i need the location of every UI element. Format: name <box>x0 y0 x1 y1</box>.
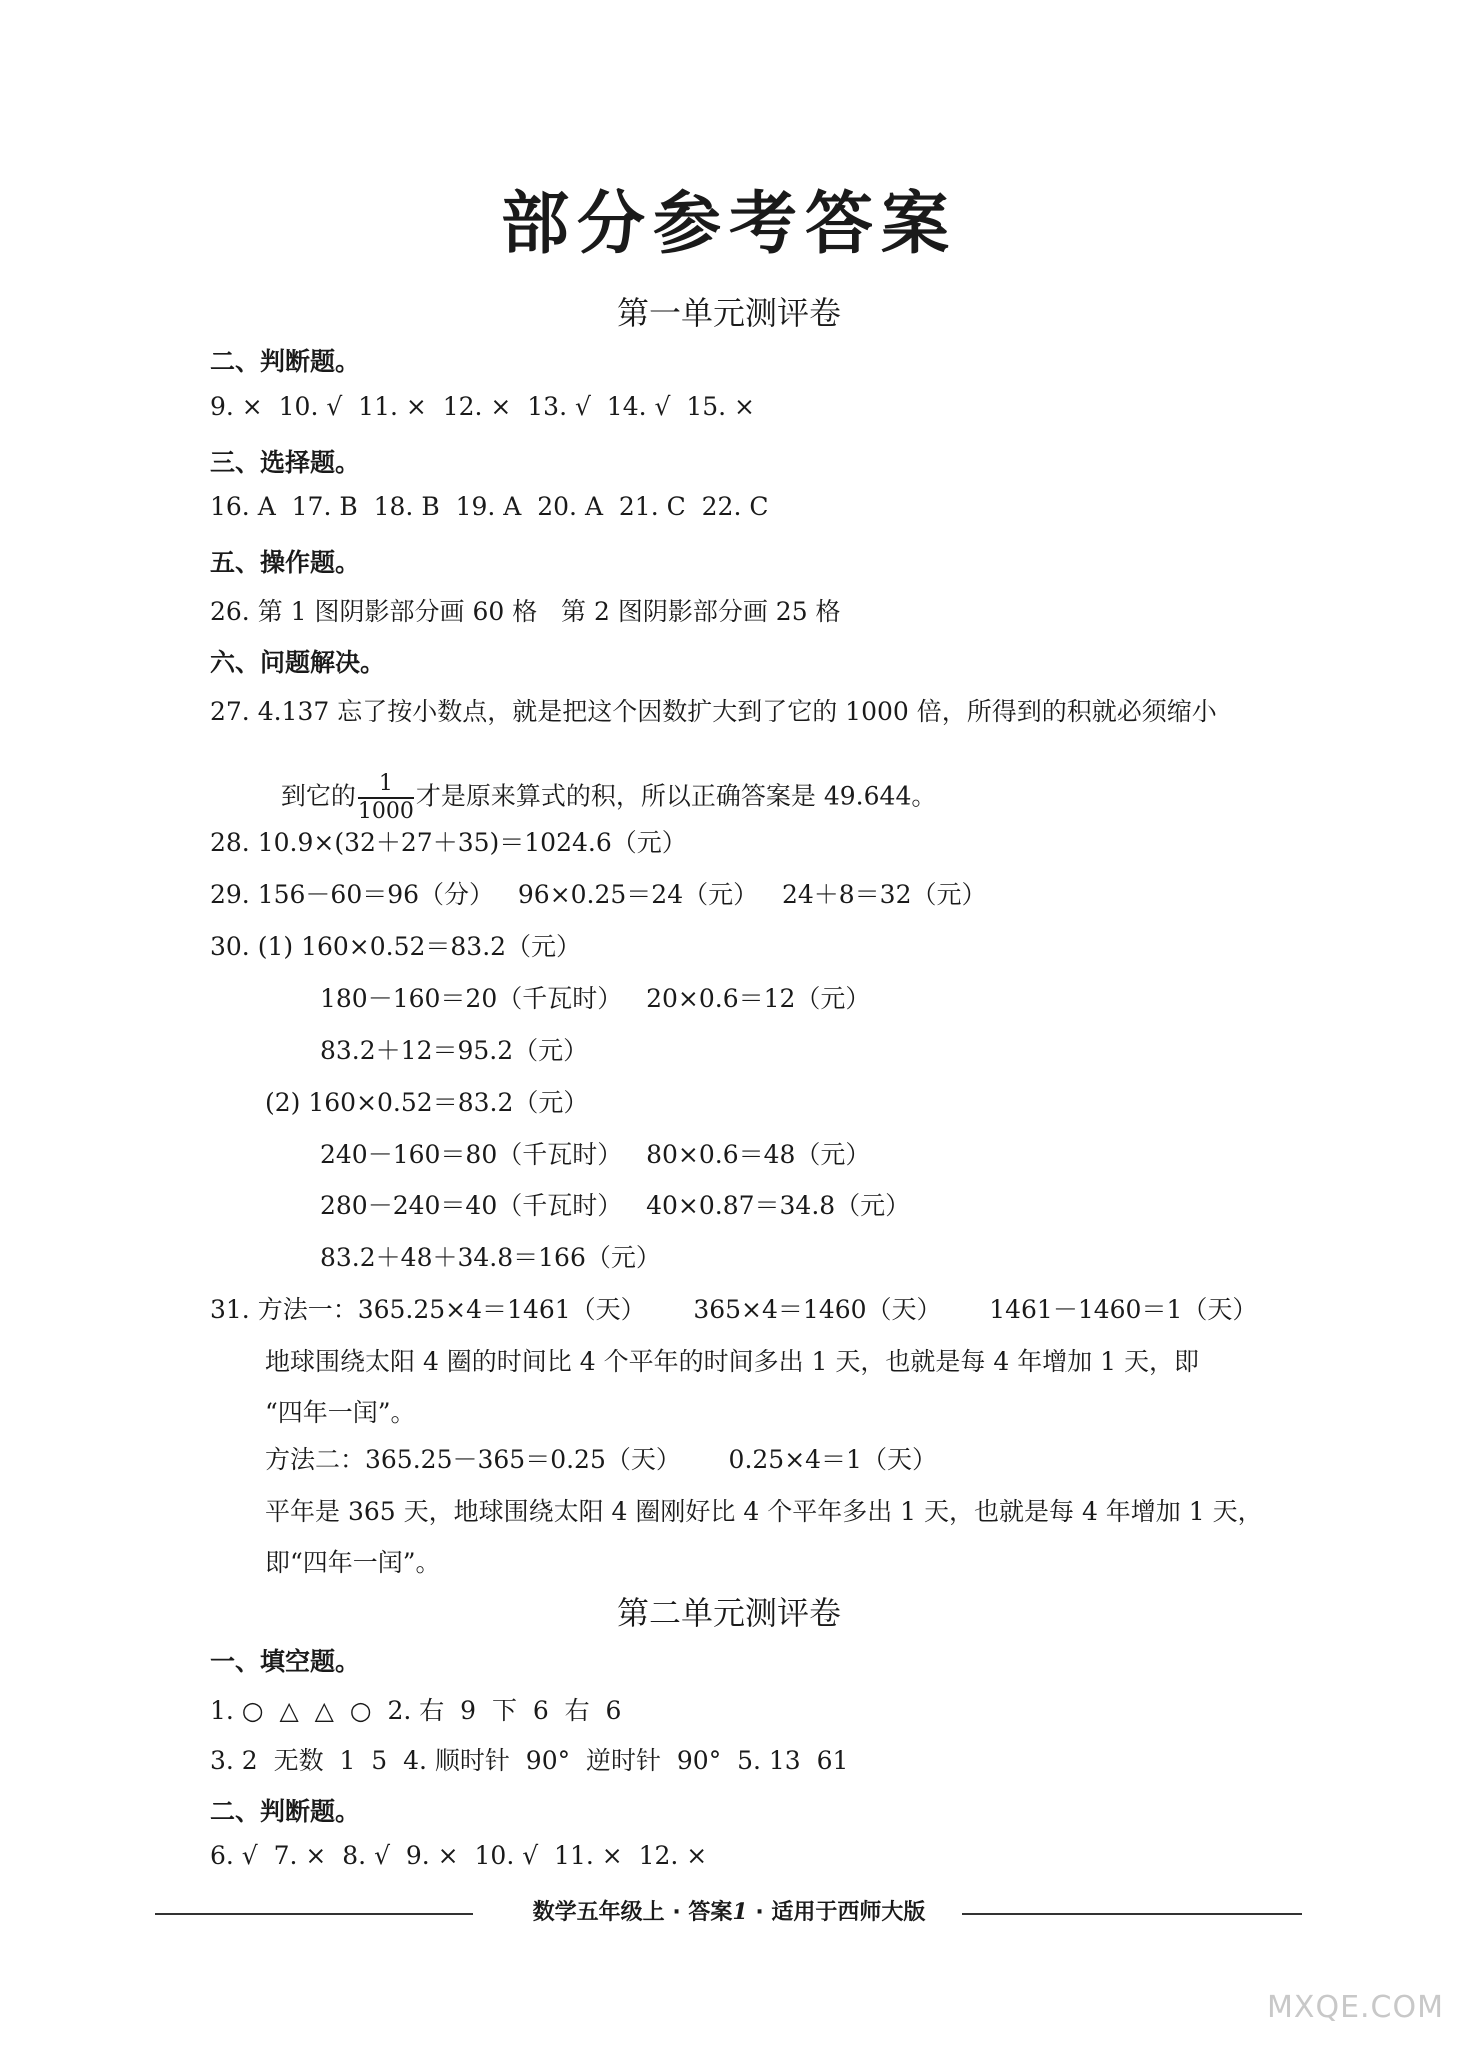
footer-page-number: 1 <box>732 1899 748 1925</box>
answer-27-text-before: 到它的 <box>280 781 356 811</box>
answer-30-line5: 240－160＝80（千瓦时） 80×0.6＝48（元） <box>320 1140 871 1169</box>
page-title: 部分参考答案 <box>500 184 957 264</box>
unit1-choice-answers: 16. A 17. B 18. B 19. A 20. A 21. C 22. C <box>210 492 769 521</box>
answer-27-line2 <box>265 742 936 825</box>
answer-29: 29. 156－60＝96（分） 96×0.25＝24（元） 24＋8＝32（元） <box>210 880 987 909</box>
fraction-denominator: 1000 <box>357 799 414 824</box>
answer-31-line1: 31. 方法一：365.25×4＝1461（天） 365×4＝1460（天） 1461－1460＝1（天） <box>210 1295 1258 1324</box>
unit2-section-judgement: 二、判断题。 <box>210 1797 361 1826</box>
answer-31-line4: 方法二：365.25－365＝0.25（天） 0.25×4＝1（天） <box>265 1445 937 1474</box>
answer-27-line1: 27. 4.137 忘了按小数点，就是把这个因数扩大到了它的 1000 倍，所得到的积就必须缩小 <box>210 697 1217 726</box>
answer-30-line7: 83.2＋48＋34.8＝166（元） <box>320 1243 661 1272</box>
unit2-section-fill-blank: 一、填空题。 <box>210 1647 361 1676</box>
fraction-1-over-1000 <box>358 771 414 825</box>
fraction-numerator: 1 <box>378 771 393 796</box>
page-footer <box>0 1895 1458 1926</box>
answer-31-line2: 地球围绕太阳 4 圈的时间比 4 个平年的时间多出 1 天，也就是每 4 年增加 1 天，即 <box>265 1347 1199 1376</box>
unit2-title: 第二单元测评卷 <box>616 1594 841 1632</box>
answer-30-line2: 180－160＝20（千瓦时） 20×0.6＝12（元） <box>320 984 871 1013</box>
unit1-section-operation: 五、操作题。 <box>210 548 361 577</box>
answer-30-line3: 83.2＋12＝95.2（元） <box>320 1036 589 1065</box>
footer-book-label: 数学五年级上 · 答案 <box>532 1900 733 1925</box>
unit2-fill-answers-2: 3. 2 无数 1 5 4. 顺时针 90° 逆时针 90° 5. 13 61 <box>210 1746 849 1775</box>
unit1-judgement-answers: 9. × 10. √ 11. × 12. × 13. √ 14. √ 15. × <box>210 392 755 421</box>
footer-edition: · 适用于西师大版 <box>747 1900 926 1925</box>
unit1-section-choice: 三、选择题。 <box>210 448 361 477</box>
unit1-section-judgement: 二、判断题。 <box>210 347 361 376</box>
unit2-fill-answers-1: 1. ○ △ △ ○ 2. 右 9 下 6 右 6 <box>210 1696 622 1725</box>
answer-30-line4: (2) 160×0.52＝83.2（元） <box>265 1088 589 1117</box>
watermark: MXQE.COM <box>1267 1990 1444 2025</box>
unit2-judgement-answers: 6. √ 7. × 8. √ 9. × 10. √ 11. × 12. × <box>210 1841 708 1870</box>
answer-28: 28. 10.9×(32＋27＋35)＝1024.6（元） <box>210 828 687 857</box>
answer-31-line5: 平年是 365 天，地球围绕太阳 4 圈刚好比 4 个平年多出 1 天，也就是每 4 年增加 1 天， <box>265 1497 1263 1526</box>
answer-31-line6: 即“四年一闰”。 <box>265 1548 441 1577</box>
unit1-title: 第一单元测评卷 <box>616 294 841 332</box>
answer-31-line3: “四年一闰”。 <box>265 1398 416 1427</box>
answer-26: 26. 第 1 图阴影部分画 60 格 第 2 图阴影部分画 25 格 <box>210 597 841 626</box>
answer-30-line1: 30. (1) 160×0.52＝83.2（元） <box>210 932 582 961</box>
answer-30-line6: 280－240＝40（千瓦时） 40×0.87＝34.8（元） <box>320 1191 911 1220</box>
unit1-section-problem-solving: 六、问题解决。 <box>210 648 386 677</box>
answer-27-text-after: 才是原来算式的积，所以正确答案是 49.644。 <box>415 781 937 811</box>
